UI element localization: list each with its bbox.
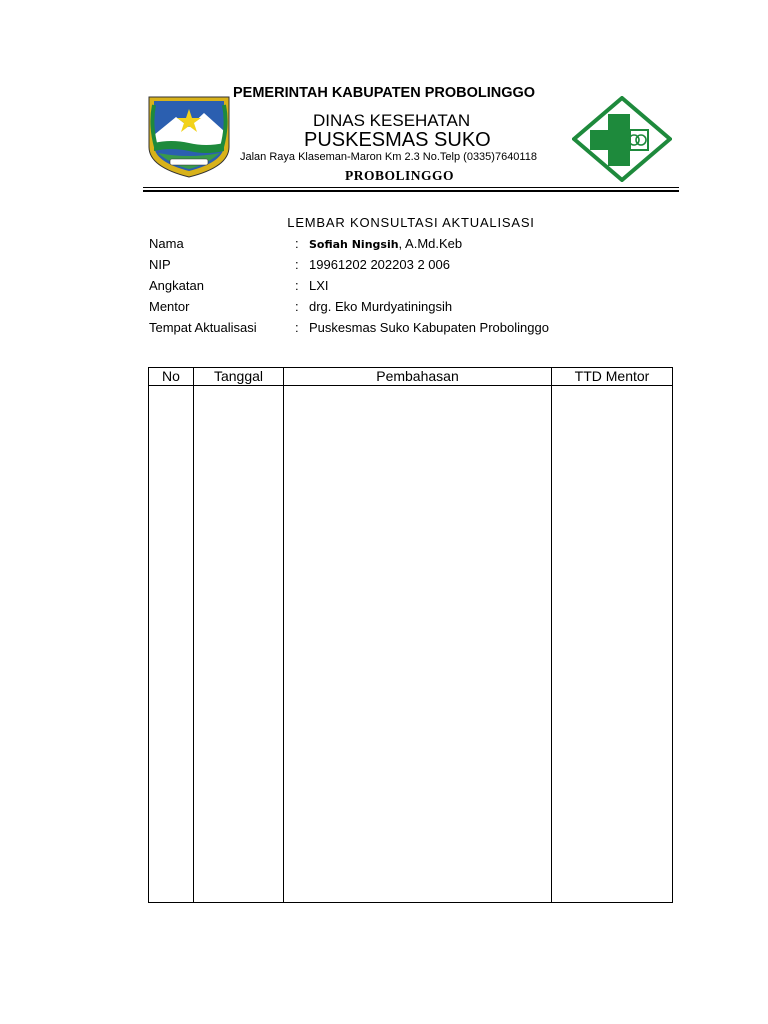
column-header-ttd-mentor: TTD Mentor bbox=[574, 368, 650, 384]
info-colon: : bbox=[295, 278, 299, 293]
puskesmas-logo bbox=[572, 96, 672, 182]
info-label: Nama bbox=[149, 236, 184, 251]
header-divider-thin bbox=[143, 187, 679, 188]
column-divider bbox=[551, 368, 552, 902]
document-title: LEMBAR KONSULTASI AKTUALISASI bbox=[287, 215, 535, 230]
city-name: PROBOLINGGO bbox=[345, 168, 455, 183]
government-name: PEMERINTAH KABUPATEN PROBOLINGGO bbox=[233, 85, 536, 101]
info-colon: : bbox=[295, 236, 299, 251]
info-label: Angkatan bbox=[149, 278, 204, 293]
info-value: drg. Eko Murdyatiningsih bbox=[309, 299, 453, 314]
info-colon: : bbox=[295, 257, 299, 272]
info-label: Mentor bbox=[149, 299, 190, 314]
department-name: DINAS KESEHATAN bbox=[313, 111, 471, 130]
info-colon: : bbox=[295, 320, 299, 335]
column-divider bbox=[283, 368, 284, 902]
info-value: LXI bbox=[309, 278, 329, 293]
info-label: Tempat Aktualisasi bbox=[149, 320, 257, 335]
info-value: 19961202 202203 2 006 bbox=[309, 257, 450, 272]
header-divider-thick bbox=[143, 190, 679, 192]
column-header-tanggal: Tanggal bbox=[213, 368, 264, 384]
regency-emblem bbox=[146, 95, 232, 179]
info-value bbox=[309, 236, 462, 251]
header-row-divider bbox=[149, 385, 672, 386]
info-colon: : bbox=[295, 299, 299, 314]
column-header-pembahasan: Pembahasan bbox=[376, 368, 459, 384]
consultation-table bbox=[148, 367, 673, 903]
address-line: Jalan Raya Klaseman-Maron Km 2.3 No.Telp (0335)7640118 bbox=[240, 151, 537, 163]
name-suffix: , A.Md.Keb bbox=[398, 236, 463, 251]
info-value: Puskesmas Suko Kabupaten Probolinggo bbox=[309, 320, 549, 335]
column-header-no: No bbox=[162, 368, 180, 384]
column-divider bbox=[193, 368, 194, 902]
puskesmas-name: PUSKESMAS SUKO bbox=[304, 129, 491, 151]
info-label: NIP bbox=[149, 257, 171, 272]
name-bold: Sofiah Ningsih bbox=[309, 238, 399, 251]
